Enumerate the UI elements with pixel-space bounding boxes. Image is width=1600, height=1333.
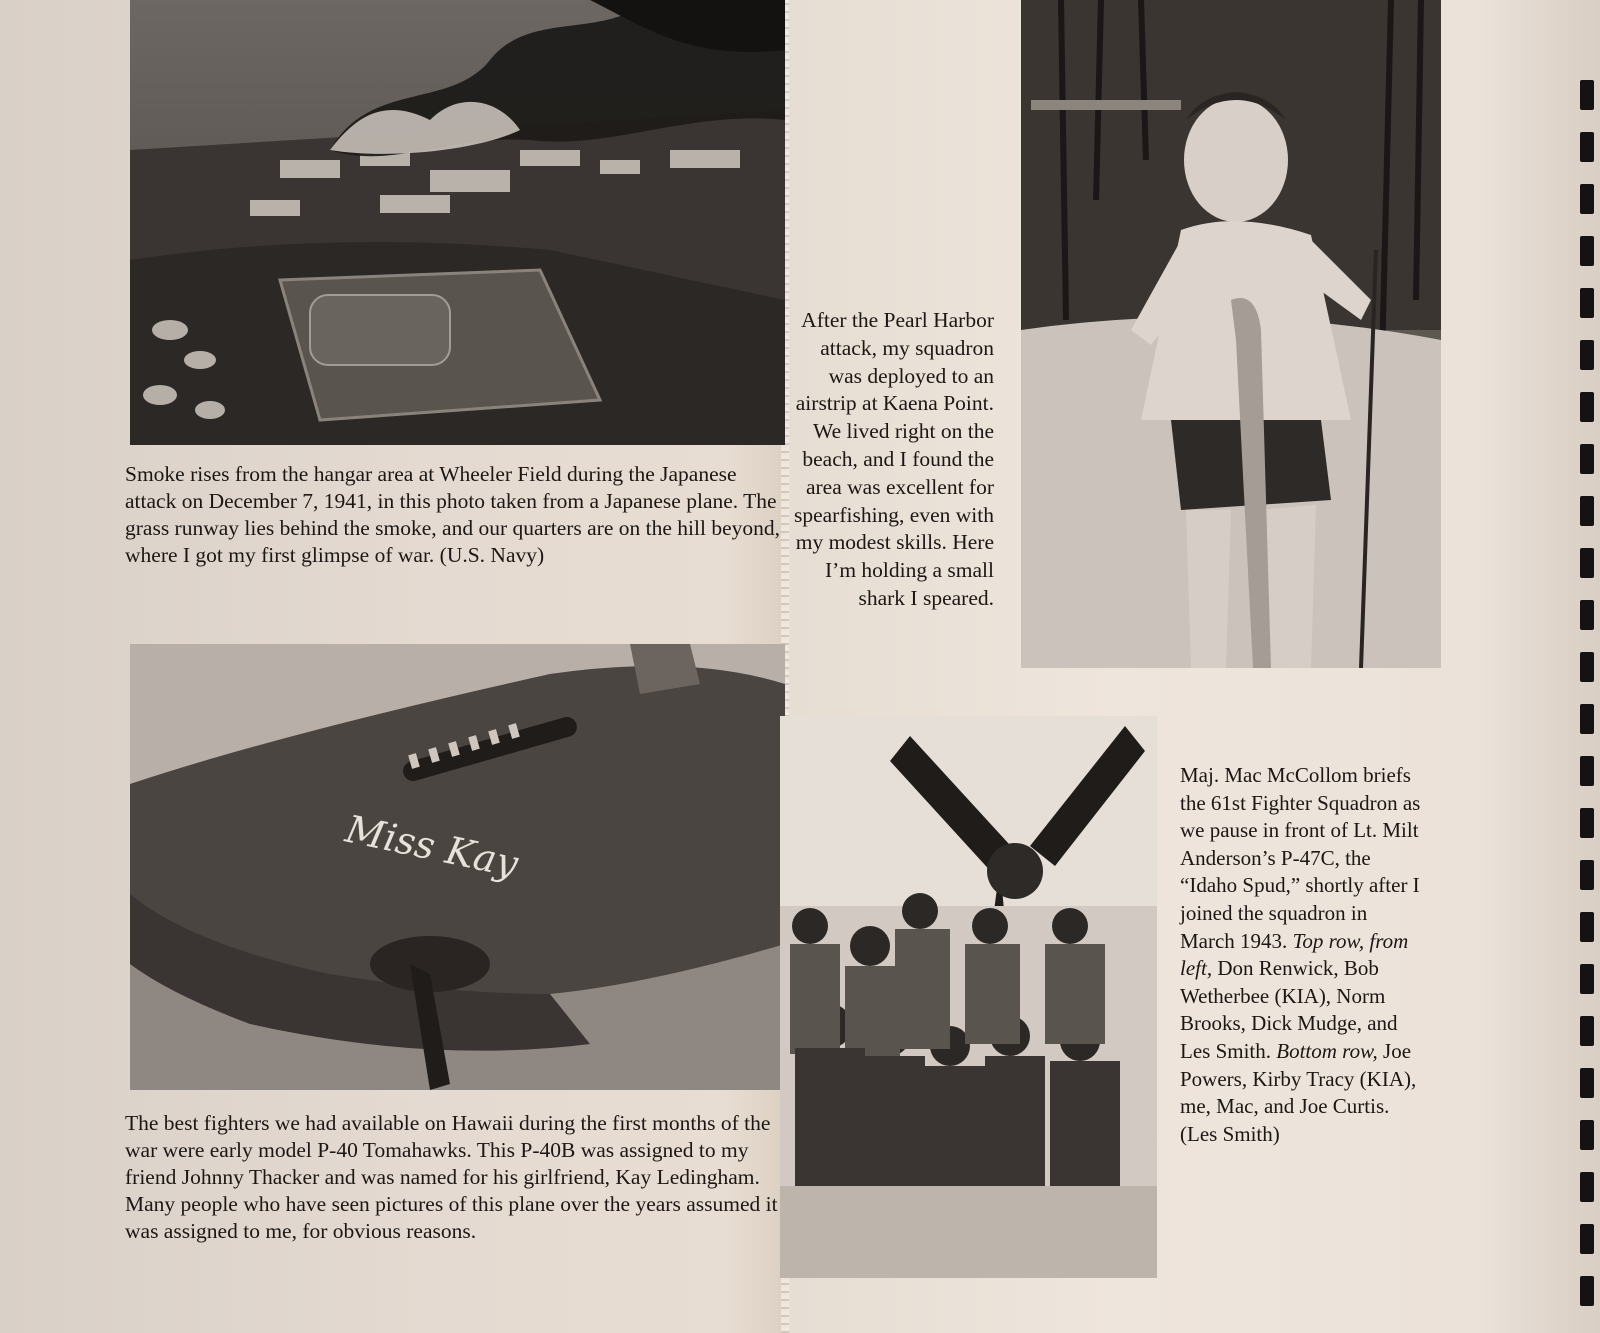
binding-ring xyxy=(1580,912,1594,942)
top-row-label: Top row, from left, xyxy=(1180,928,1409,981)
binding-ring xyxy=(1580,1276,1594,1306)
binding-ring xyxy=(1580,1068,1594,1098)
binding-ring xyxy=(1580,1224,1594,1254)
squadron-caption-intro: Maj. Mac McCollom briefs the 61st Fighter Squadron as we pause in front of Lt. Milt Anderson’s P-47C, the “Idaho Spud,” shortly after I joined the squadron in March 1943. xyxy=(1180,763,1421,953)
squadron-group-photo-icon xyxy=(780,716,1157,1278)
binding-ring xyxy=(1580,548,1594,578)
binding-ring xyxy=(1580,392,1594,422)
binding-ring xyxy=(1580,184,1594,214)
squadron-caption xyxy=(1180,762,1425,1148)
shark-photo xyxy=(1021,0,1441,668)
binding-ring xyxy=(1580,444,1594,474)
binding-ring xyxy=(1580,808,1594,838)
binding-ring xyxy=(1580,652,1594,682)
p40-nose-photo-icon xyxy=(130,644,785,1090)
binding-ring xyxy=(1580,756,1594,786)
squadron-photo xyxy=(780,716,1157,1278)
binding-ring xyxy=(1580,964,1594,994)
wheeler-field-photo xyxy=(130,0,785,445)
man-with-shark-photo-icon xyxy=(1021,0,1441,668)
binding-ring xyxy=(1580,860,1594,890)
binding-ring xyxy=(1580,132,1594,162)
p40-caption: The best fighters we had available on Hawaii during the first months of the war were early model P-40 Tomahawks. This P-40B was assigned to my friend Johnny Thacker and was named for his girlfriend, Kay Ledingham. Many people who have seen pictures of this plane over the years assumed it was assigned to me, for obvious reasons. xyxy=(125,1111,778,1243)
binding-ring xyxy=(1580,600,1594,630)
binding-ring xyxy=(1580,1120,1594,1150)
binding-ring xyxy=(1580,496,1594,526)
binding-ring xyxy=(1580,704,1594,734)
binding-ring xyxy=(1580,80,1594,110)
binding-ring xyxy=(1580,236,1594,266)
wheeler-field-caption: Smoke rises from the hangar area at Wheeler Field during the Japanese attack on December 7, 1941, in this photo taken from a Japanese plane. The grass runway lies behind the smoke, and our quarters are on the hill beyond, where I got my first glimpse of war. (U.S. Navy) xyxy=(125,462,780,567)
binding-ring xyxy=(1580,340,1594,370)
nose-art-text: Miss Kay xyxy=(341,806,522,887)
binding-ring xyxy=(1580,1016,1594,1046)
aerial-smoke-photo-icon xyxy=(130,0,785,445)
top-row-names: Don Renwick, Bob Wetherbee (KIA), Norm Brooks, Dick Mudge, and Les Smith. xyxy=(1180,956,1398,1063)
p40-photo xyxy=(130,644,785,1090)
binding-ring xyxy=(1580,288,1594,318)
spiral-binding xyxy=(1572,80,1600,1333)
bottom-row-names: Joe Powers, Kirby Tracy (KIA), me, Mac, and Joe Curtis. (Les Smith) xyxy=(1180,1038,1417,1146)
shark-caption: After the Pearl Harbor attack, my squadron was deployed to an airstrip at Kaena Point. We lived right on the beach, and I found the area was excellent for spearfishing, even with my modest skills. Here I’m holding a small shark I speared. xyxy=(793,308,994,610)
binding-ring xyxy=(1580,1172,1594,1202)
bottom-row-label: Bottom row, xyxy=(1276,1038,1378,1063)
